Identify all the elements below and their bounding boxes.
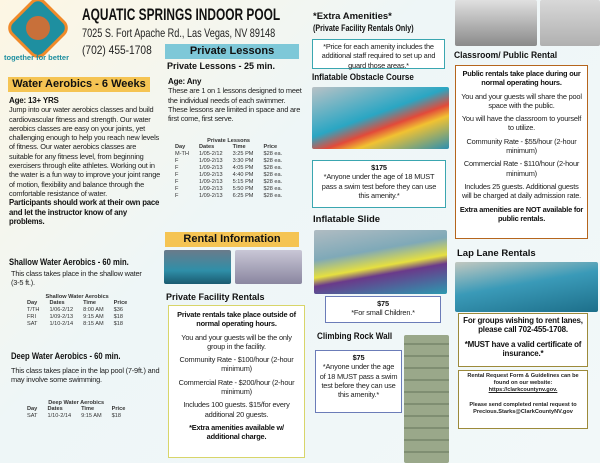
table-cell: 5:50 PM [232, 186, 254, 192]
table-cell: F [175, 186, 179, 192]
table-cell: 1/09-2/13 [198, 179, 223, 185]
classroom-photo [235, 250, 302, 284]
lap-must: *MUST have a valid certificate of insurance.* [464, 339, 582, 358]
table-cell: M-TH [175, 151, 189, 157]
table-cell: 1/10-2/14 [49, 321, 74, 327]
amenities-title: *Extra Amenities* [313, 11, 392, 22]
room-photo [540, 0, 600, 46]
age: Age: 13+ YRS [9, 96, 59, 105]
classroom-item: Includes 25 guests. Additional guests will be charged at daily admission rate. [462, 181, 581, 201]
facility-title: Private Facility Rentals [166, 292, 265, 302]
table-cell: 6:25 PM [232, 193, 254, 199]
page-title: AQUATIC SPRINGS INDOOR POOL [82, 5, 281, 24]
phone: (702) 455-1708 [82, 43, 152, 57]
slide-note: *For small Children.* [351, 308, 415, 318]
shallow-title: Shallow Water Aerobics - 60 min. [9, 257, 129, 267]
facility-item: You and your guests will be the only group in the facility. [181, 332, 292, 351]
lap-title: Lap Lane Rentals [457, 248, 536, 259]
website-link[interactable]: https://clarkcountynv.gov. [488, 387, 558, 393]
table-cell: $18 [113, 321, 123, 327]
wall-price: $75 [352, 353, 365, 362]
deep-desc: This class takes place in the lap pool (7-9ft.) and may involve some swimming. [11, 366, 160, 385]
wall-box [315, 350, 402, 413]
column-header: Dates [47, 406, 63, 412]
table-cell: F [175, 193, 179, 199]
column-header: Price [263, 144, 278, 150]
table-cell: $28 ea. [263, 165, 283, 171]
column-header: Day [27, 300, 38, 306]
water-aerobics-bar: Water Aerobics - 6 Weeks [8, 77, 150, 92]
table-cell: 1/09-2/13 [198, 193, 223, 199]
classroom-item: Public rentals take place during our normal operating hours. [462, 69, 581, 88]
address: 7025 S. Fort Apache Rd., Las Vegas, NV 89148 [82, 26, 276, 40]
classroom-box [455, 65, 588, 239]
table-cell: $28 ea. [263, 193, 283, 199]
table-row [22, 314, 132, 321]
table-cell: 4:40 PM [232, 172, 254, 178]
column-header: Day [27, 406, 38, 412]
table-row [170, 165, 287, 172]
column-header: Price [113, 300, 128, 306]
table-cell: 4:05 PM [232, 165, 254, 171]
slide-title: Inflatable Slide [313, 214, 381, 225]
tagline: together for better [4, 53, 70, 62]
table-row [170, 179, 287, 186]
table-cell: 8:00 AM [83, 307, 104, 313]
table-cell: 3:25 PM [232, 151, 254, 157]
classroom-item: You and your guests will share the pool space with the public. [461, 91, 582, 110]
obstacle-price: $175 [371, 163, 387, 172]
request-box [458, 370, 588, 429]
table-row [170, 158, 287, 165]
table-row [22, 413, 130, 420]
table-row [22, 307, 132, 314]
rock-wall-photo [404, 335, 449, 463]
facility-item: Includes 100 guests. $15/for every additional 20 guests. [183, 400, 290, 419]
table-cell: F [175, 179, 179, 185]
table-cell: $28 ea. [263, 158, 283, 164]
table-cell: 1/09-2/13 [198, 172, 223, 178]
private-table-title: Private Lessons [207, 138, 251, 144]
table-cell: 1/09-2/13 [198, 158, 223, 164]
classroom-title: Classroom/ Public Rental [454, 50, 558, 61]
table-row [170, 172, 287, 179]
lap-call: For groups wishing to rent lanes, please call 702-455-1708. [463, 316, 583, 335]
table-row [22, 321, 132, 328]
form-text: Rental Request Form & Guidelines can be found on our website: [467, 373, 579, 386]
slide-box [325, 296, 441, 323]
table-header [22, 406, 130, 413]
table-cell: 3:30 PM [232, 158, 254, 164]
classroom-item: You will have the classroom to yourself to utilize. [461, 114, 582, 133]
column-header: Dates [49, 300, 65, 306]
table-cell: 1/06-2/12 [49, 307, 74, 313]
table-cell: $18 [113, 314, 123, 320]
private-lessons-bar: Private Lessons [165, 44, 299, 59]
obstacle-box [312, 160, 446, 208]
pool-photo [164, 250, 231, 284]
column-header: Time [232, 144, 246, 150]
table-cell: 1/09-2/13 [198, 186, 223, 192]
deep-title: Deep Water Aerobics - 60 min. [11, 351, 121, 361]
table-cell: $28 ea. [263, 179, 283, 185]
private-age: Age: Any [168, 77, 202, 86]
table-header [170, 144, 287, 151]
table-cell: 1/10-2/14 [47, 413, 72, 419]
private-table [170, 144, 287, 200]
obstacle-title: Inflatable Obstacle Course [312, 72, 414, 83]
column-header: Dates [198, 144, 215, 150]
facility-item: Private rentals take place outside of normal operating hours. [177, 310, 296, 329]
table-cell: F [175, 172, 179, 178]
facility-box [168, 305, 305, 458]
table-cell: F [175, 158, 179, 164]
table-cell: T/TH [27, 307, 40, 313]
classroom-item: Commercial Rate - $110/hour (2-hour minimum) [463, 159, 580, 178]
table-cell: $18 [111, 413, 121, 419]
classroom-top-photo [455, 0, 537, 46]
column-header: Price [111, 406, 126, 412]
water-aerobics-note: Participants should work at their own pace and let the instructor know of any problems. [9, 198, 160, 226]
table-cell: 1/05-2/12 [198, 151, 223, 157]
wall-note: *Anyone under the age of 18 MUST pass a swim test before they can use this amenity.* [319, 362, 398, 400]
facility-item: Commercial Rate - $200/hour (2-hour minimum) [178, 377, 295, 397]
column-header: Time [81, 406, 95, 412]
column-header: Time [83, 300, 97, 306]
table-row [170, 186, 287, 193]
table-cell: 9:15 AM [83, 314, 104, 320]
deep-table-title: Deep Water Aerobics [48, 400, 105, 406]
table-cell: SAT [27, 413, 38, 419]
table-cell: $28 ea. [263, 186, 283, 192]
table-header [22, 300, 132, 307]
send-text: Please send completed rental request to Precious.Starks@ClarkCountyNV.gov [469, 402, 577, 415]
lap-pool-photo [455, 262, 598, 312]
facility-item: Community Rate - $100/hour (2-hour minimum) [179, 355, 294, 374]
table-cell: 5:15 PM [232, 179, 254, 185]
obstacle-note: *Anyone under the age of 18 MUST pass a swim test before they can use this amenity.* [321, 172, 437, 200]
table-cell: F [175, 165, 179, 171]
column-header: Day [175, 144, 186, 150]
wall-title: Climbing Rock Wall [317, 331, 393, 342]
table-cell: $28 ea. [263, 172, 283, 178]
slide-price: $75 [377, 299, 389, 308]
table-row [170, 193, 287, 200]
private-desc1: These are 1 on 1 lessons designed to meet the individual needs of each swimmer. [168, 86, 302, 105]
amenities-subtitle: (Private Facility Rentals Only) [313, 23, 414, 34]
table-cell: $36 [113, 307, 123, 313]
county-logo-center [26, 16, 50, 40]
table-cell: SAT [27, 321, 38, 327]
table-row [170, 151, 287, 158]
table-cell: 1/09-2/13 [198, 165, 223, 171]
classroom-item: Community Rate - $55/hour (2-hour minimum) [466, 136, 577, 156]
slide-photo [314, 230, 447, 294]
shallow-table [22, 300, 132, 328]
classroom-item: Extra amenities are NOT available for public rentals. [459, 204, 584, 223]
rental-info-bar: Rental Information [165, 232, 299, 247]
table-cell: 9:15 AM [81, 413, 102, 419]
shallow-table-title: Shallow Water Aerobics [45, 294, 109, 300]
deep-table [22, 406, 130, 420]
table-cell: $28 ea. [263, 151, 283, 157]
table-cell: 1/09-2/13 [49, 314, 74, 320]
lap-box [458, 313, 588, 367]
table-cell: FRI [27, 314, 37, 320]
water-aerobics-desc: Jump into our water aerobics classes and build cardiovascular fitness and strength. Our water aerobics classes are easy on your joints, yet challenging enough to help you reach new levels of fitness. Our water aerobics classes are suitable for any fitness level, from beginning exercisers through elite athletes. Working out in the water is a fun way to improve your joint range of motion, flexibility and balance through the comfortable resistance of water. [9, 105, 161, 198]
private-desc2: These lessons are limited in space and are first come, first serve. [168, 104, 301, 124]
table-cell: 8:15 AM [83, 321, 104, 327]
facility-item: *Extra amenities available w/ additional charge. [189, 422, 284, 442]
private-title: Private Lessons - 25 min. [167, 61, 276, 71]
obstacle-photo [312, 87, 449, 149]
shallow-desc: This class takes place in the shallow water (3-5 ft.). [11, 269, 142, 288]
amenities-note: *Price for each amenity includes the additional staff required to set up and guard those areas.* [312, 39, 445, 69]
